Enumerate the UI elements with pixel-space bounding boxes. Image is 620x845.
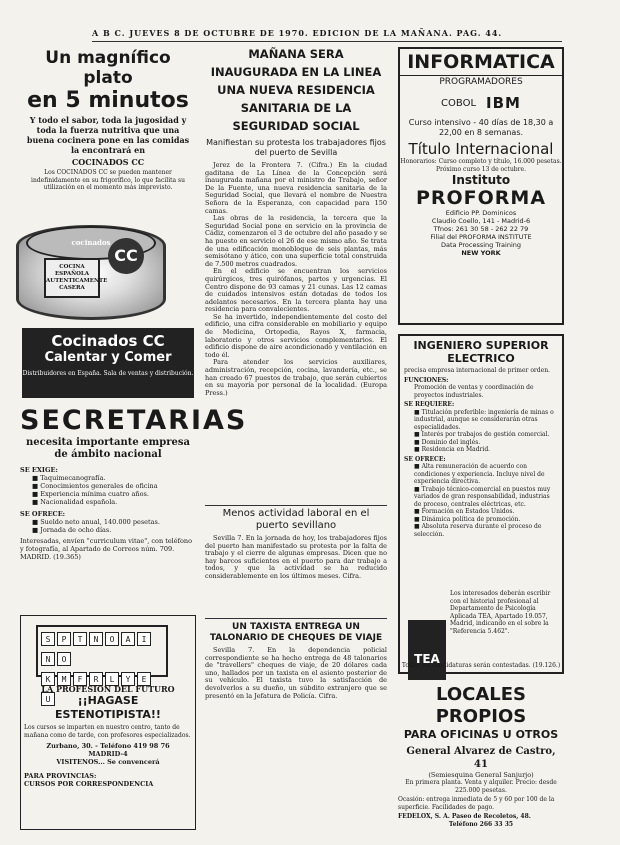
- stenotype-key: L: [105, 672, 119, 686]
- residencia-p1: Jerez de la Frontera 7. (Cifra.) En la ciudad gaditana de La Línea de la Concepción será inaugurada mañana por el ministro de Trabajo, señor De la Fuente, una nueva residencia sanitaria de la Seguridad Social, que llevará el nombre de Nuestra Señora de la Esperanza, con capacidad para 150 camas.: [205, 161, 387, 215]
- proforma-training: Data Processing Training: [440, 241, 521, 249]
- divider: [205, 505, 387, 506]
- page-header: A B C. JUEVES 8 DE OCTUBRE DE 1970. EDICION DE LA MAÑANA. PAG. 44.: [92, 28, 562, 42]
- article-puerto: [205, 508, 387, 581]
- proforma-edificio: Edificio PP. Dominicos: [445, 209, 517, 217]
- puerto-body: Sevilla 7. En la jornada de hoy, los trabajadores fijos del puerto han manifestado su protesta por la falta de trabajo y el cierre de algunas empresas. Dicen que no hay barcos suficientes en el puerto para dar trabajo a todos, y que la actividad se ha reducido considerablemente en los últimos meses. Cifra.: [205, 534, 387, 580]
- stenotype-key: R: [89, 672, 103, 686]
- stenotype-key: F: [73, 672, 87, 686]
- estenotipia-provinces: PARA PROVINCIAS:: [24, 772, 97, 780]
- proforma-address: Claudio Coello, 141 - Madrid-6: [431, 217, 531, 225]
- exige-item: ■ Experiencia mínima cuatro años.: [32, 490, 149, 498]
- residencia-p2: Las obras de la residencia, la tercera que la Seguridad Social pone en servicio en la provincia de Cádiz, comenzaron el 3 de octubre del año pasado y se ha puesto en servicio el 26 de ese mismo año. Se trata de una edificación monobloque de seis plantas, más semisótano y ático, con una superficie total construida de 7.500 metros cuadrados.: [205, 214, 387, 268]
- informatica-proximo: Próximo curso 13 de octubre.: [436, 165, 526, 173]
- estenotipia-address: Zurbano, 30. - Teléfono 419 98 76: [46, 742, 170, 750]
- proforma-ny: NEW YORK: [461, 249, 501, 257]
- article-taxista: [205, 622, 387, 700]
- taxista-headline: UN TAXISTA ENTREGA UN TALONARIO DE CHEQUES DE VIAJE: [209, 622, 383, 643]
- ad-locales: [398, 684, 564, 828]
- cobol-label: COBOL: [441, 97, 477, 109]
- proforma-phones: Tfnos: 261 30 58 - 262 22 79: [433, 225, 529, 233]
- requiere-item: ■ Dominio del inglés.: [414, 438, 481, 446]
- ofrece-item: ■ Jornada de ocho días.: [32, 526, 112, 534]
- cc-logo: CC: [108, 238, 144, 274]
- ing-ofrece-item: ■ Formación en Estados Unidos.: [414, 508, 515, 515]
- stenotype-key: N: [89, 632, 103, 646]
- can-label: COCINA ESPAÑOLA AUTENTICAMENTE CASERA: [44, 258, 100, 298]
- exige-item: ■ Taquimecanografía.: [32, 474, 106, 482]
- stenotype-key: I: [137, 632, 151, 646]
- informatica-sub: PROGRAMADORES: [439, 77, 523, 87]
- stenotype-key: O: [105, 632, 119, 646]
- ingeniero-title: INGENIERO SUPERIOR ELECTRICO: [413, 339, 549, 365]
- secretarias-subtitle: necesita importante empresa de ámbito nacional: [26, 437, 190, 460]
- ad-cocinados-note: Los COCINADOS CC se pueden mantener indefinidamente en su frigorífico, lo que facilita su utilización en el momento más imprevisto.: [31, 169, 185, 191]
- stenotype-key: Y: [121, 672, 135, 686]
- ofrece-item: ■ Sueldo neto anual, 140.000 pesetas.: [32, 518, 160, 526]
- requiere-item: ■ Interés por trabajos de gestión comercial.: [414, 431, 550, 438]
- stenotype-key: E: [137, 672, 151, 686]
- residencia-p3: En el edificio se encuentran los servicios quirúrgicos, tres quirófanos, partos y urgencias. El Centro dispone de 93 camas y 21 cunas. Las 12 camas de cuidados intensivos están dotadas de todos los adelantos necesarios. En la tercera planta hay una residencia para convalecientes.: [205, 267, 387, 314]
- stenotype-key: N: [41, 652, 55, 666]
- locales-body: En primera planta. Venta y alquiler. Precio: desde 225.000 pesetas.: [405, 779, 557, 794]
- ingeniero-intro: precisa empresa internacional de primer orden.: [404, 367, 550, 374]
- exige-item: ■ Nacionalidad española.: [32, 498, 118, 506]
- article-residencia: [205, 45, 387, 397]
- locales-detail: (Semiesquina General Sanjurjo): [428, 771, 534, 779]
- residencia-p4: Se ha invertido, independientemente del costo del edificio, una cifra considerable en mobiliario y equipo de Medicina, Ortopedia, Rayos X, farmacia, laboratorio y otros servicios complementarios. El edificio dispone de aire acondicionado y ventilación en todo él.: [205, 312, 387, 359]
- residencia-headline: MAÑANA SERA INAUGURADA EN LA LINEA UNA NUEVA RESIDENCIA SANITARIA DE LA SEGURIDAD SOCIAL: [210, 47, 382, 133]
- ad-informatica: [398, 47, 564, 325]
- estenotipia-line2: ¡¡HAGASE ESTENOTIPISTA!!: [55, 694, 161, 721]
- can-brand: cocinados: [71, 238, 111, 247]
- stenotype-key: K: [41, 672, 55, 686]
- cocinados-tagline: Calentar y Comer: [44, 350, 172, 365]
- ing-ofrece-item: ■ Trabajo técnico-comercial en puestos muy variados de gran responsabilidad, industrias de proceso, centrales eléctricas, etc.: [414, 485, 551, 508]
- exige-label: SE EXIGE:: [20, 466, 58, 474]
- requiere-label: SE REQUIERE:: [404, 401, 455, 408]
- divider: [205, 618, 387, 619]
- secretarias-title: SECRETARIAS: [20, 405, 248, 436]
- locales-address: General Alvarez de Castro, 41: [406, 746, 556, 770]
- proforma-logo: PROFORMA: [415, 187, 547, 209]
- stenotype-key: O: [57, 652, 71, 666]
- estenotipia-line1: LA PROFESION DEL FUTURO: [41, 684, 175, 694]
- ibm-logo: IBM: [486, 94, 521, 112]
- stenotype-key: M: [57, 672, 71, 686]
- estenotipia-city: MADRID-4: [88, 750, 128, 758]
- locales-title: LOCALES PROPIOS: [435, 684, 527, 727]
- ingeniero-closing: Todas las candidaturas serán contestadas. (19.126.): [401, 662, 561, 669]
- secretarias-contact: Interesadas, envíen "curriculum vitae", con teléfono y fotografía, al Apartado de Correos núm. 709. MADRID. (19.365): [20, 537, 193, 561]
- funciones-text: Promoción de ventas y coordinación de proyectos industriales.: [414, 384, 534, 399]
- requiere-item: ■ Residencia en Madrid.: [414, 446, 491, 453]
- ing-ofrece-label: SE OFRECE:: [404, 455, 446, 463]
- locales-contact: FEDELOX, S. A. Paseo de Recoletos, 48.: [398, 813, 531, 820]
- exige-item: ■ Conocimientos generales de oficina: [32, 482, 158, 490]
- stenotype-key: P: [57, 632, 71, 646]
- locales-extra: Ocasión: entrega inmediata de 5 y 60 por 100 de la superficie. Facilidades de pago.: [398, 796, 555, 811]
- ad-cocinados-footer-band: [22, 328, 194, 398]
- estenotipia-text: [24, 684, 192, 788]
- estenotipia-body: Los cursos se imparten en nuestro centro, tanto de mañana como de tarde, con profesores especializados.: [24, 724, 191, 739]
- informatica-honorarios: Honorarios: Curso completo y título, 16.000 pesetas.: [400, 158, 562, 165]
- ad-cocinados-headline2: en 5 minutos: [27, 88, 189, 113]
- residencia-deck: Manifiestan su protesta los trabajadores fijos del puerto de Sevilla: [206, 138, 386, 157]
- locales-sub: PARA OFICINAS U OTROS: [403, 728, 559, 741]
- ing-ofrece-item: ■ Dinámica política de promoción.: [414, 515, 521, 523]
- locales-phone: Teléfono 266 33 35: [448, 820, 514, 828]
- ofrece-label: SE OFRECE:: [20, 510, 66, 518]
- taxista-body: Sevilla 7. En la dependencia policial correspondiente se ha hecho entrega de 48 talonarios de "travellers" cheques de viaje, de 20 dólares cada uno, hallados por un taxista en el asiento posterior de su vehículo. El taxista tuvo la satisfacción de devolverlos a su dueño, un súbdito extranjero que se presentó en la Jefatura de Policía. Cifra.: [205, 646, 387, 700]
- requiere-item: ■ Titulación preferible: ingeniería de minas o industrial, aunque se considerarán otras especialidades.: [414, 408, 554, 431]
- informatica-course: Curso intensivo - 40 días de 18,30 a 22,00 en 8 semanas.: [408, 118, 554, 137]
- ad-secretarias: [20, 405, 248, 561]
- informatica-titulo: Título Internacional: [408, 140, 554, 158]
- stenotype-key: S: [41, 632, 55, 646]
- ad-cocinados-headline: Un magnífico plato: [45, 48, 171, 88]
- stenotype-key: A: [121, 632, 135, 646]
- ing-ofrece-item: ■ Absoluta reserva durante el proceso de selección.: [414, 523, 542, 538]
- informatica-instituto: Instituto: [451, 173, 511, 187]
- estenotipia-correspondence: CURSOS POR CORRESPONDENCIA: [24, 780, 154, 788]
- cocinados-logo: Cocinados CC: [51, 332, 165, 350]
- informatica-title: INFORMATICA: [400, 49, 562, 76]
- stenotype-key: T: [73, 632, 87, 646]
- stenotype-key: U: [41, 692, 55, 706]
- ing-ofrece-item: ■ Alta remuneración de acuerdo con condiciones y experiencia. Incluye nivel de experiencia directiva.: [414, 463, 545, 485]
- proforma-filial: Filial del PROFORMA INSTITUTE: [430, 233, 532, 241]
- ingeniero-apply: Los interesados deberán escribir con el historial profesional al Departamento de Psicología Aplicada TEA, Apartado 19.057, Madrid, indicando en el sobre la "Referencia 5.462".: [450, 590, 551, 635]
- estenotipia-visit: VISITENOS... Se convencerá: [56, 758, 160, 766]
- puerto-headline: Menos actividad laboral en el puerto sevillano: [222, 508, 370, 531]
- ad-cocinados-brand: COCINADOS CC: [71, 157, 145, 167]
- funciones-label: FUNCIONES:: [404, 376, 449, 384]
- residencia-p5: Para atender los servicios auxiliares, administración, recepción, cocina, lavandería, etc., se han creado 67 puestos de trabajo, que serán cubiertos en su mayoría por personal de la localidad. (Europa Press.): [205, 358, 387, 397]
- ad-cocinados-subhead: Y todo el sabor, toda la jugosidad y toda la fuerza nutritiva que una buena cocinera pone en las comidas la encontrará en: [26, 115, 190, 155]
- cocinados-footer: Distribuidores en España. Sala de ventas y distribución.: [22, 370, 194, 377]
- tea-logo: TEA: [408, 620, 446, 680]
